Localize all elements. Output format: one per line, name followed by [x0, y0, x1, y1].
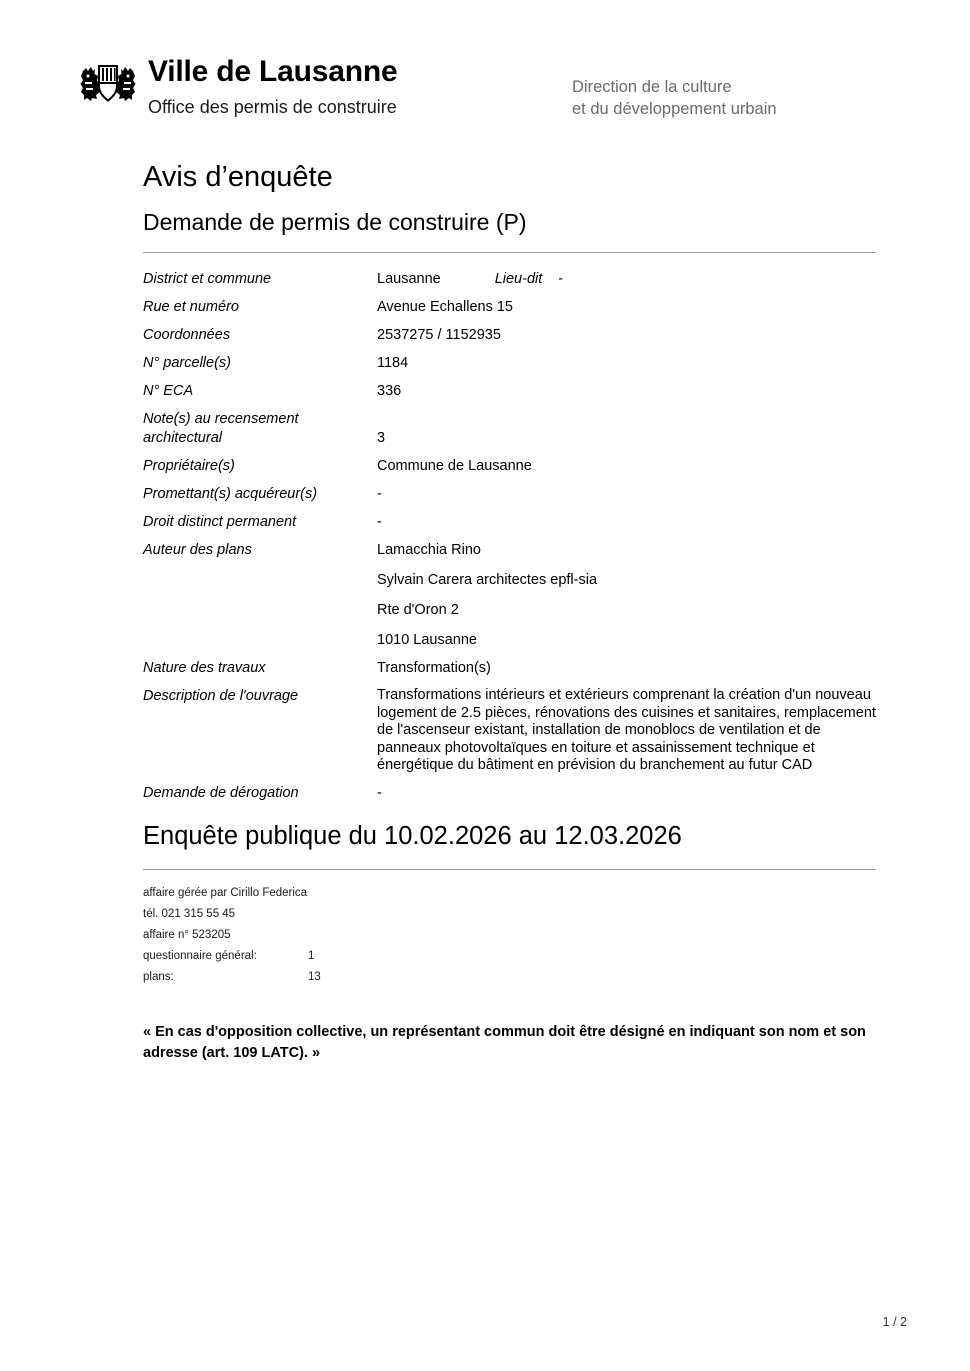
field-value: -: [377, 486, 382, 502]
field-value: -: [377, 514, 382, 530]
page-number: 1 / 2: [882, 1315, 907, 1329]
managed-by: affaire gérée par Cirillo Federica: [143, 887, 308, 899]
plans-count: 13: [308, 971, 321, 983]
field-parcelle: [143, 354, 883, 373]
divider-top: [143, 252, 876, 253]
auteur-line-1: Lamacchia Rino: [377, 542, 481, 558]
questionnaire-count: 1: [308, 950, 315, 962]
plans-row: [143, 967, 321, 988]
case-number: affaire n° 523205: [143, 929, 231, 941]
field-value: Transformations intérieurs et extérieurs comprenant la création d'un nouveau logement de 2.5 pièces, rénovations des cuisines et sanitaires, remplacement de l'ascenseur existant, installation de monoblocs de ventilation et de panneaux photovoltaïques en toiture et assainissement technique et énergétique du bâtiment en prévision du branchement au futur CAD: [377, 687, 876, 773]
field-value: 2537275 / 1152935: [377, 327, 501, 343]
brand-title: Ville de Lausanne: [148, 55, 398, 88]
field-derogation: [143, 784, 883, 803]
brand-block: [78, 55, 397, 119]
field-value: 1184: [377, 355, 409, 371]
field-value: 3: [377, 430, 386, 446]
brand-text: [148, 55, 397, 119]
field-district: [143, 270, 883, 289]
case-meta: [143, 883, 321, 988]
auteur-line-2: Sylvain Carera architectes epfl-sia: [377, 572, 598, 588]
questionnaire-label: questionnaire général:: [143, 950, 257, 962]
field-label: Description de l'ouvrage: [143, 688, 299, 704]
field-proprietaire: [143, 457, 883, 476]
page-title: Avis d’enquête: [143, 161, 333, 193]
field-label: Droit distinct permanent: [143, 514, 297, 530]
questionnaire-row: [143, 946, 321, 967]
field-label: N° ECA: [143, 383, 194, 399]
field-value: [377, 541, 883, 650]
field-eca: [143, 382, 883, 401]
department-line-2: et du développement urbain: [572, 100, 777, 118]
district-value: Lausanne: [377, 271, 441, 287]
field-label: Propriétaire(s): [143, 458, 235, 474]
page-subtitle: Demande de permis de construire (P): [143, 209, 527, 235]
field-label: District et commune: [143, 271, 272, 287]
field-promettant: [143, 485, 883, 504]
field-value: [377, 270, 883, 289]
phone: tél. 021 315 55 45: [143, 908, 236, 920]
field-description: [143, 687, 883, 775]
field-label-line-1: Note(s) au recensement: [143, 411, 299, 427]
enquete-heading: Enquête publique du 10.02.2026 au 12.03.2026: [143, 822, 682, 850]
field-label: Coordonnées: [143, 327, 231, 343]
field-value: Commune de Lausanne: [377, 458, 532, 474]
field-recensement: [143, 410, 883, 448]
field-droit-distinct: [143, 513, 883, 532]
auteur-line-4: 1010 Lausanne: [377, 632, 477, 648]
department-label: [572, 76, 777, 120]
field-value: -: [377, 784, 382, 801]
field-label: Auteur des plans: [143, 542, 252, 558]
department-line-1: Direction de la culture: [572, 78, 732, 96]
plans-label: plans:: [143, 971, 174, 983]
field-nature-travaux: [143, 659, 883, 678]
field-label: Rue et numéro: [143, 299, 239, 315]
field-label: [143, 410, 377, 448]
field-label: Nature des travaux: [143, 660, 266, 676]
divider-bottom: [143, 869, 876, 870]
field-value: Avenue Echallens 15: [377, 299, 513, 315]
lausanne-coat-of-arms-icon: [78, 59, 138, 107]
brand-subtitle: Office des permis de construire: [148, 97, 397, 117]
lieudit-value: -: [558, 271, 564, 287]
field-value: Transformation(s): [377, 660, 491, 676]
field-label: Promettant(s) acquéreur(s): [143, 486, 318, 502]
field-label-line-2: architectural: [143, 430, 222, 446]
page-header: [0, 0, 970, 140]
lieudit-label: Lieu-dit: [494, 271, 543, 287]
legal-notice: « En cas d'opposition collective, un représentant commun doit être désigné en indiquant son nom et son adresse (art. 109 LATC). »: [143, 1024, 866, 1061]
field-label: Demande de dérogation: [143, 784, 299, 801]
auteur-line-3: Rte d'Oron 2: [377, 602, 459, 618]
field-coordinates: [143, 326, 883, 345]
field-label: N° parcelle(s): [143, 355, 231, 371]
field-auteur-plans: [143, 541, 883, 650]
application-details: [143, 270, 883, 812]
field-value: 336: [377, 383, 402, 399]
field-street: [143, 298, 883, 317]
